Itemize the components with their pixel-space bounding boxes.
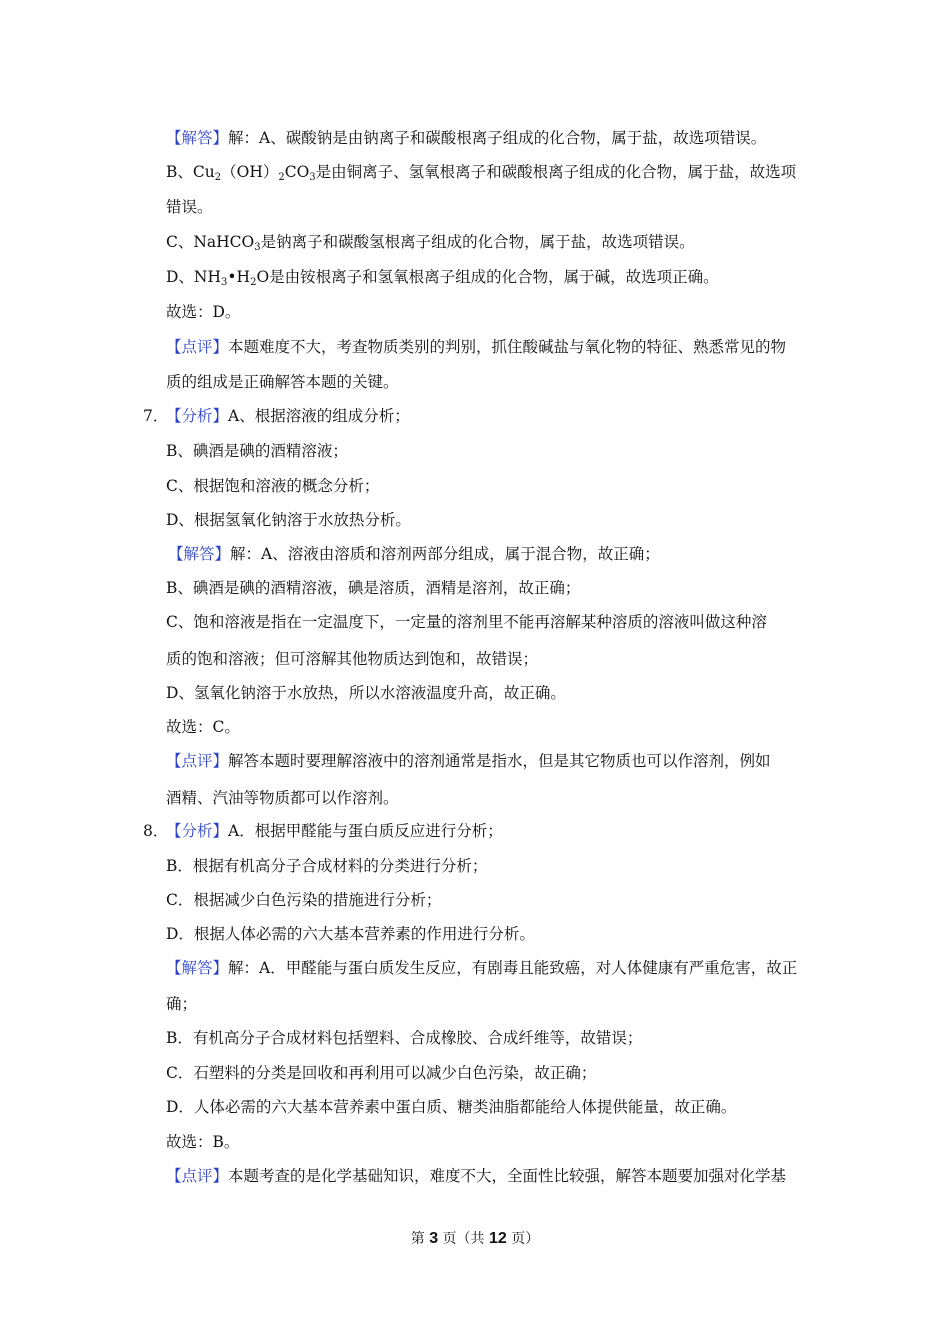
review-tag: 【点评】 bbox=[166, 752, 229, 770]
q8-analysis-line-b: B．根据有机高分子合成材料的分类进行分析； bbox=[166, 857, 488, 875]
q7-analysis-line-b: B、碘酒是碘的酒精溶液； bbox=[166, 442, 348, 460]
review-tag: 【点评】 bbox=[166, 338, 229, 356]
answer-tag: 【解答】 bbox=[168, 545, 231, 563]
answer-tag: 【解答】 bbox=[166, 129, 229, 147]
q6-answer-line-b2: 错误。 bbox=[166, 198, 213, 216]
q6-answer-line-c: C、NaHCO$_3$是钠离子和碳酸氢根离子组成的化合物，属于盐，故选项错误。 bbox=[166, 233, 695, 253]
q8-analysis-line-d: D．根据人体必需的六大基本营养素的作用进行分析。 bbox=[166, 925, 535, 943]
q7-review-line-2: 酒精、汽油等物质都可以作溶剂。 bbox=[166, 789, 399, 807]
q7-answer-line-a: 【解答】解：A、溶液由溶质和溶剂两部分组成，属于混合物，故正确； bbox=[168, 545, 660, 563]
q8-answer-line-d: D．人体必需的六大基本营养素中蛋白质、糖类油脂都能给人体提供能量，故正确。 bbox=[166, 1098, 737, 1116]
q6-choice: 故选：D。 bbox=[166, 303, 241, 321]
q8-choice: 故选：B。 bbox=[166, 1133, 240, 1151]
q6-review-line-1: 【点评】本题难度不大，考查物质类别的判别，抓住酸碱盐与氧化物的特征、熟悉常见的物 bbox=[166, 338, 787, 356]
answer-tag: 【解答】 bbox=[166, 959, 229, 977]
q7-analysis-line-a: 【分析】A、根据溶液的组成分析； bbox=[166, 407, 410, 425]
q8-answer-line-b: B．有机高分子合成材料包括塑料、合成橡胶、合成纤维等，故错误； bbox=[166, 1029, 643, 1047]
analysis-tag: 【分析】 bbox=[166, 407, 229, 425]
q7-answer-line-d: D、氢氧化钠溶于水放热，所以水溶液温度升高，故正确。 bbox=[166, 684, 566, 702]
q6-answer-line-1: 【解答】解：A、碳酸钠是由钠离子和碳酸根离子组成的化合物，属于盐，故选项错误。 bbox=[166, 129, 767, 147]
q8-number: 8． bbox=[143, 822, 169, 840]
q8-answer-line-a2: 确； bbox=[166, 995, 198, 1013]
q6-answer-line-d: D、$NH_3•H_2O$是由铵根离子和氢氧根离子组成的化合物，属于碱，故选项正确。 bbox=[166, 268, 719, 288]
q7-answer-line-b: B、碘酒是碘的酒精溶液，碘是溶质，酒精是溶剂，故正确； bbox=[166, 579, 581, 597]
q7-number: 7． bbox=[143, 407, 169, 425]
q8-analysis-line-c: C．根据减少白色污染的措施进行分析； bbox=[166, 891, 442, 909]
q7-review-line-1: 【点评】解答本题时要理解溶液中的溶剂通常是指水，但是其它物质也可以作溶剂，例如 bbox=[166, 752, 771, 770]
q6-answer-line-b: B、$Cu_2(OH)_2CO_3$是由铜离子、氢氧根离子和碳酸根离子组成的化合物，属于盐，故选项 bbox=[166, 163, 797, 183]
q6-review-line-2: 质的组成是正确解答本题的关键。 bbox=[166, 373, 399, 391]
review-tag: 【点评】 bbox=[166, 1167, 229, 1185]
q8-review-line-1: 【点评】本题考查的是化学基础知识，难度不大，全面性比较强，解答本题要加强对化学基 bbox=[166, 1167, 787, 1185]
page-footer: 第 3 页（共 12 页） bbox=[410, 1230, 540, 1247]
analysis-tag: 【分析】 bbox=[166, 822, 229, 840]
q7-choice: 故选：C。 bbox=[166, 718, 240, 736]
q7-answer-line-c2: 质的饱和溶液；但可溶解其他物质达到饱和，故错误； bbox=[166, 650, 539, 668]
page-total: 12 bbox=[489, 1230, 507, 1247]
q7-answer-line-c1: C、饱和溶液是指在一定温度下，一定量的溶剂里不能再溶解某种溶质的溶液叫做这种溶 bbox=[166, 613, 767, 631]
q7-analysis-line-c: C、根据饱和溶液的概念分析； bbox=[166, 477, 380, 495]
q7-analysis-line-d: D、根据氢氧化钠溶于水放热分析。 bbox=[166, 511, 411, 529]
q8-answer-line-c: C．石塑料的分类是回收和再利用可以减少白色污染，故正确； bbox=[166, 1064, 597, 1082]
q8-analysis-line-a: 【分析】A．根据甲醛能与蛋白质反应进行分析； bbox=[166, 822, 503, 840]
page-number: 3 bbox=[429, 1230, 439, 1247]
q8-answer-line-a1: 【解答】解：A．甲醛能与蛋白质发生反应，有剧毒且能致癌，对人体健康有严重危害，故正 bbox=[166, 959, 798, 977]
